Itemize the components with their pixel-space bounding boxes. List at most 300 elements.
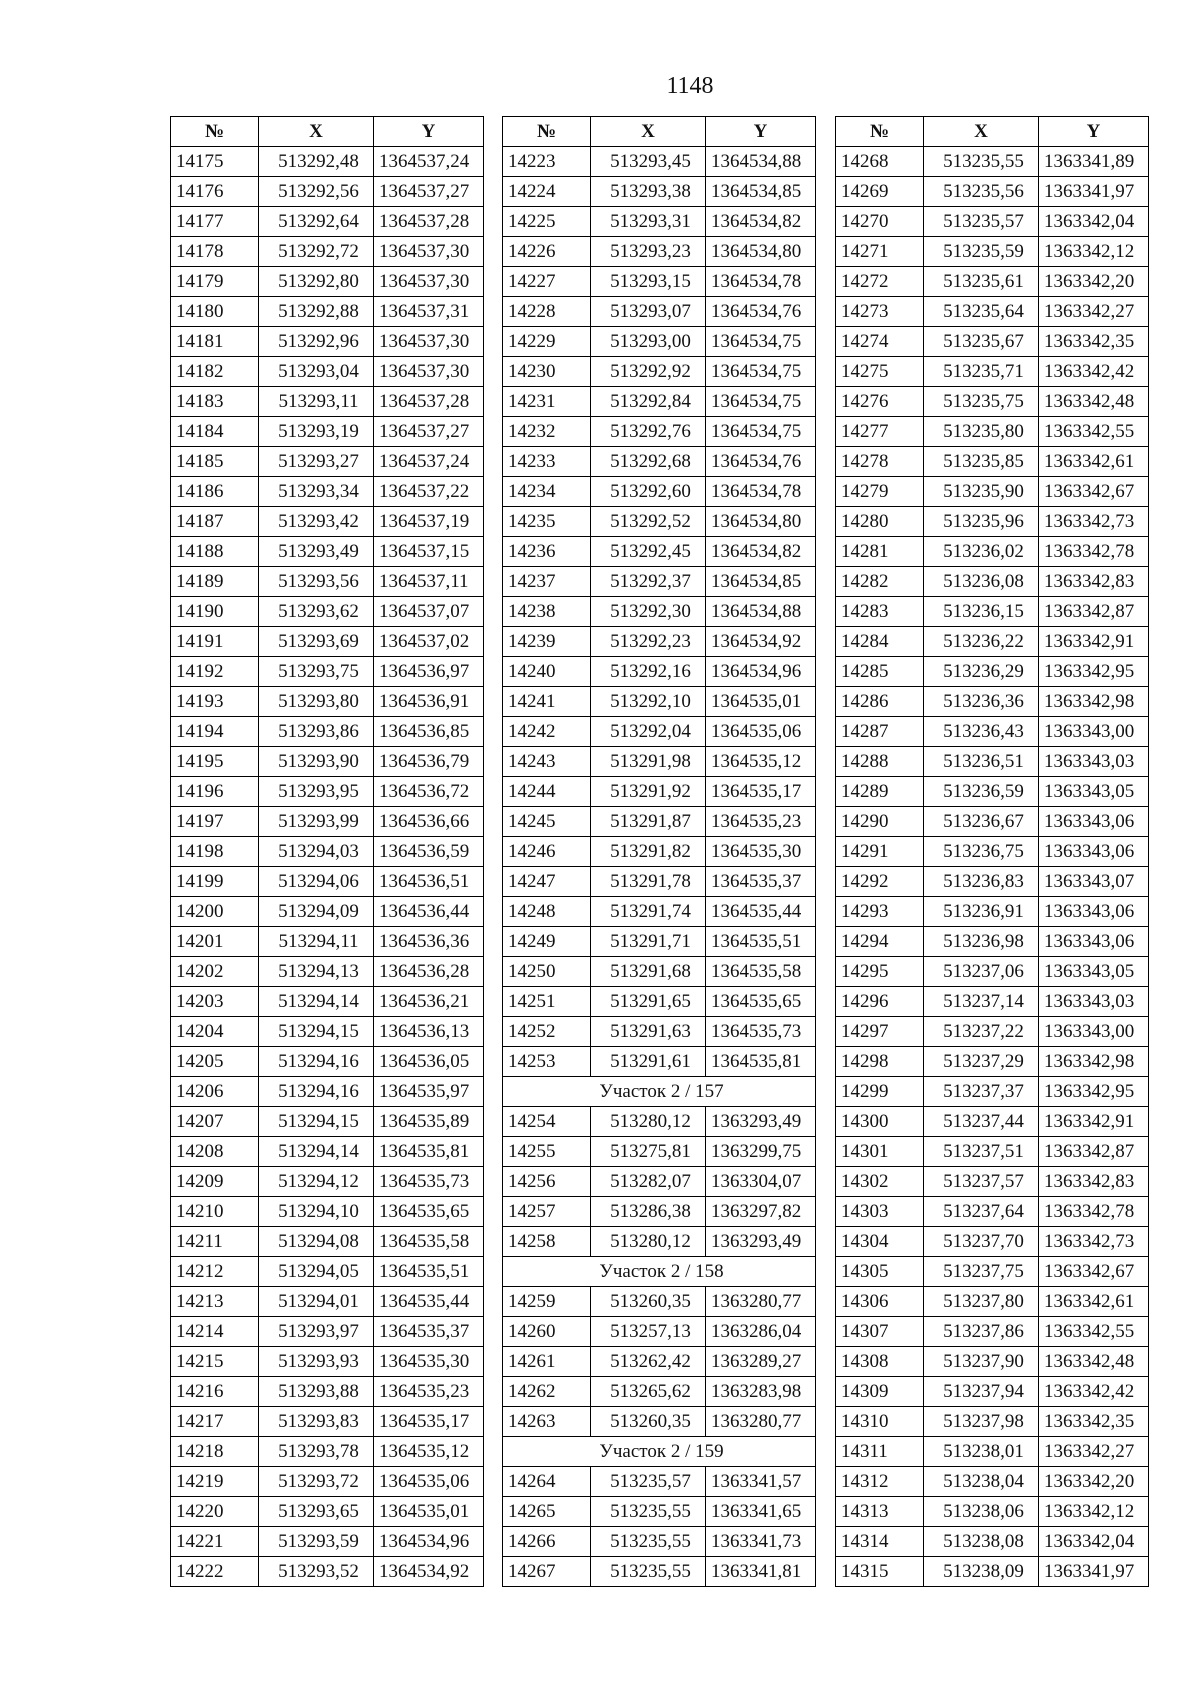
x-coordinate-cell: 513235,59	[924, 237, 1039, 267]
point-number-cell: 14248	[503, 897, 591, 927]
point-number-cell: 14301	[836, 1137, 924, 1167]
point-number-cell: 14208	[171, 1137, 259, 1167]
table-row	[171, 417, 484, 447]
point-number-cell: 14302	[836, 1167, 924, 1197]
y-coordinate-cell: 1364537,28	[374, 387, 484, 417]
y-coordinate-cell: 1363304,07	[706, 1167, 816, 1197]
x-coordinate-cell: 513292,30	[591, 597, 706, 627]
point-number-cell: 14252	[503, 1017, 591, 1047]
point-number-cell: 14220	[171, 1497, 259, 1527]
table-row	[503, 1527, 816, 1557]
table-row	[836, 207, 1149, 237]
x-coordinate-cell: 513235,55	[591, 1557, 706, 1587]
section-label: Участок 2 / 159	[503, 1437, 816, 1467]
y-coordinate-cell: 1363280,77	[706, 1287, 816, 1317]
x-coordinate-cell: 513293,56	[259, 567, 374, 597]
y-coordinate-cell: 1363343,00	[1039, 717, 1149, 747]
table-header-row	[836, 117, 1149, 147]
table-row	[503, 207, 816, 237]
table-row	[503, 477, 816, 507]
table-row	[171, 1437, 484, 1467]
x-coordinate-cell: 513293,65	[259, 1497, 374, 1527]
y-coordinate-cell: 1363342,55	[1039, 1317, 1149, 1347]
x-coordinate-cell: 513293,27	[259, 447, 374, 477]
x-coordinate-cell: 513235,80	[924, 417, 1039, 447]
y-coordinate-cell: 1364534,96	[374, 1527, 484, 1557]
y-coordinate-cell: 1364535,73	[706, 1017, 816, 1047]
table-row	[836, 477, 1149, 507]
x-coordinate-cell: 513235,55	[591, 1527, 706, 1557]
table-row	[836, 1077, 1149, 1107]
x-coordinate-cell: 513293,34	[259, 477, 374, 507]
x-coordinate-cell: 513291,61	[591, 1047, 706, 1077]
point-number-cell: 14258	[503, 1227, 591, 1257]
point-number-cell: 14227	[503, 267, 591, 297]
y-coordinate-cell: 1363342,67	[1039, 477, 1149, 507]
point-number-cell: 14221	[171, 1527, 259, 1557]
x-coordinate-cell: 513294,06	[259, 867, 374, 897]
x-coordinate-cell: 513236,29	[924, 657, 1039, 687]
y-coordinate-cell: 1363342,91	[1039, 627, 1149, 657]
table-row	[171, 537, 484, 567]
y-coordinate-cell: 1364536,21	[374, 987, 484, 1017]
point-number-cell: 14200	[171, 897, 259, 927]
table-row	[503, 1047, 816, 1077]
x-coordinate-cell: 513238,04	[924, 1467, 1039, 1497]
table-row	[836, 1527, 1149, 1557]
x-coordinate-cell: 513291,98	[591, 747, 706, 777]
table-row	[503, 1017, 816, 1047]
x-coordinate-cell: 513294,08	[259, 1227, 374, 1257]
point-number-cell: 14196	[171, 777, 259, 807]
point-number-cell: 14212	[171, 1257, 259, 1287]
table-row	[171, 1167, 484, 1197]
x-coordinate-cell: 513292,37	[591, 567, 706, 597]
table-row	[836, 1317, 1149, 1347]
y-coordinate-cell: 1363286,04	[706, 1317, 816, 1347]
y-coordinate-cell: 1364534,92	[374, 1557, 484, 1587]
table-row	[503, 1197, 816, 1227]
point-number-cell: 14216	[171, 1377, 259, 1407]
x-coordinate-cell: 513292,80	[259, 267, 374, 297]
table-row	[503, 717, 816, 747]
header-y: Y	[706, 117, 816, 147]
table-row	[503, 267, 816, 297]
table-row	[836, 987, 1149, 1017]
x-coordinate-cell: 513294,14	[259, 987, 374, 1017]
y-coordinate-cell: 1364536,36	[374, 927, 484, 957]
y-coordinate-cell: 1364537,07	[374, 597, 484, 627]
table-row	[836, 1347, 1149, 1377]
point-number-cell: 14232	[503, 417, 591, 447]
y-coordinate-cell: 1364534,75	[706, 357, 816, 387]
point-number-cell: 14201	[171, 927, 259, 957]
y-coordinate-cell: 1364535,73	[374, 1167, 484, 1197]
table-row	[171, 297, 484, 327]
table-row	[503, 597, 816, 627]
x-coordinate-cell: 513291,87	[591, 807, 706, 837]
point-number-cell: 14214	[171, 1317, 259, 1347]
x-coordinate-cell: 513293,07	[591, 297, 706, 327]
y-coordinate-cell: 1364534,78	[706, 477, 816, 507]
point-number-cell: 14307	[836, 1317, 924, 1347]
y-coordinate-cell: 1364535,89	[374, 1107, 484, 1137]
x-coordinate-cell: 513262,42	[591, 1347, 706, 1377]
x-coordinate-cell: 513236,08	[924, 567, 1039, 597]
table-row	[503, 177, 816, 207]
point-number-cell: 14268	[836, 147, 924, 177]
point-number-cell: 14193	[171, 687, 259, 717]
x-coordinate-cell: 513293,75	[259, 657, 374, 687]
x-coordinate-cell: 513293,95	[259, 777, 374, 807]
table-row	[836, 1437, 1149, 1467]
table-row	[503, 327, 816, 357]
y-coordinate-cell: 1363341,57	[706, 1467, 816, 1497]
point-number-cell: 14284	[836, 627, 924, 657]
table-row	[171, 207, 484, 237]
y-coordinate-cell: 1364537,02	[374, 627, 484, 657]
table-row	[503, 927, 816, 957]
table-row	[503, 1227, 816, 1257]
y-coordinate-cell: 1363342,12	[1039, 1497, 1149, 1527]
point-number-cell: 14257	[503, 1197, 591, 1227]
table-row	[503, 297, 816, 327]
point-number-cell: 14290	[836, 807, 924, 837]
x-coordinate-cell: 513235,57	[924, 207, 1039, 237]
point-number-cell: 14209	[171, 1167, 259, 1197]
table-row	[171, 387, 484, 417]
y-coordinate-cell: 1363342,27	[1039, 1437, 1149, 1467]
x-coordinate-cell: 513293,72	[259, 1467, 374, 1497]
table-row	[503, 1347, 816, 1377]
y-coordinate-cell: 1364536,85	[374, 717, 484, 747]
point-number-cell: 14219	[171, 1467, 259, 1497]
y-coordinate-cell: 1363343,06	[1039, 897, 1149, 927]
table-row	[836, 747, 1149, 777]
table-row	[836, 957, 1149, 987]
table-row	[171, 1227, 484, 1257]
x-coordinate-cell: 513293,97	[259, 1317, 374, 1347]
table-row	[503, 1407, 816, 1437]
y-coordinate-cell: 1363342,83	[1039, 1167, 1149, 1197]
y-coordinate-cell: 1364534,76	[706, 447, 816, 477]
table-row	[503, 1557, 816, 1587]
table-row	[171, 927, 484, 957]
x-coordinate-cell: 513237,22	[924, 1017, 1039, 1047]
table-row	[171, 717, 484, 747]
point-number-cell: 14181	[171, 327, 259, 357]
y-coordinate-cell: 1363342,20	[1039, 1467, 1149, 1497]
y-coordinate-cell: 1364535,65	[706, 987, 816, 1017]
x-coordinate-cell: 513237,90	[924, 1347, 1039, 1377]
table-row	[171, 1497, 484, 1527]
table-row	[836, 897, 1149, 927]
table-row	[171, 657, 484, 687]
x-coordinate-cell: 513292,52	[591, 507, 706, 537]
point-number-cell: 14308	[836, 1347, 924, 1377]
point-number-cell: 14285	[836, 657, 924, 687]
table-row	[503, 507, 816, 537]
table-row	[503, 957, 816, 987]
y-coordinate-cell: 1364537,22	[374, 477, 484, 507]
y-coordinate-cell: 1363342,55	[1039, 417, 1149, 447]
x-coordinate-cell: 513292,84	[591, 387, 706, 417]
x-coordinate-cell: 513291,74	[591, 897, 706, 927]
x-coordinate-cell: 513260,35	[591, 1287, 706, 1317]
table-row	[503, 1287, 816, 1317]
table-row	[503, 1467, 816, 1497]
header-y: Y	[374, 117, 484, 147]
point-number-cell: 14306	[836, 1287, 924, 1317]
point-number-cell: 14215	[171, 1347, 259, 1377]
point-number-cell: 14269	[836, 177, 924, 207]
x-coordinate-cell: 513237,64	[924, 1197, 1039, 1227]
x-coordinate-cell: 513237,14	[924, 987, 1039, 1017]
y-coordinate-cell: 1364535,58	[706, 957, 816, 987]
table-row	[503, 1317, 816, 1347]
table-row	[171, 627, 484, 657]
x-coordinate-cell: 513292,60	[591, 477, 706, 507]
y-coordinate-cell: 1364537,30	[374, 267, 484, 297]
x-coordinate-cell: 513293,49	[259, 537, 374, 567]
point-number-cell: 14191	[171, 627, 259, 657]
point-number-cell: 14262	[503, 1377, 591, 1407]
x-coordinate-cell: 513236,59	[924, 777, 1039, 807]
y-coordinate-cell: 1363341,89	[1039, 147, 1149, 177]
y-coordinate-cell: 1363283,98	[706, 1377, 816, 1407]
point-number-cell: 14263	[503, 1407, 591, 1437]
table-row	[836, 657, 1149, 687]
x-coordinate-cell: 513235,57	[591, 1467, 706, 1497]
header-number: №	[171, 117, 259, 147]
table-header-row	[503, 117, 816, 147]
point-number-cell: 14250	[503, 957, 591, 987]
x-coordinate-cell: 513293,42	[259, 507, 374, 537]
y-coordinate-cell: 1363343,03	[1039, 987, 1149, 1017]
table-row	[836, 387, 1149, 417]
table-row	[171, 1407, 484, 1437]
x-coordinate-cell: 513292,23	[591, 627, 706, 657]
x-coordinate-cell: 513237,37	[924, 1077, 1039, 1107]
x-coordinate-cell: 513292,96	[259, 327, 374, 357]
y-coordinate-cell: 1364537,15	[374, 537, 484, 567]
x-coordinate-cell: 513238,06	[924, 1497, 1039, 1527]
point-number-cell: 14309	[836, 1377, 924, 1407]
y-coordinate-cell: 1363342,73	[1039, 1227, 1149, 1257]
point-number-cell: 14197	[171, 807, 259, 837]
point-number-cell: 14292	[836, 867, 924, 897]
point-number-cell: 14310	[836, 1407, 924, 1437]
table-row	[836, 867, 1149, 897]
x-coordinate-cell: 513293,11	[259, 387, 374, 417]
y-coordinate-cell: 1364535,97	[374, 1077, 484, 1107]
point-number-cell: 14204	[171, 1017, 259, 1047]
y-coordinate-cell: 1364537,11	[374, 567, 484, 597]
table-row	[503, 447, 816, 477]
y-coordinate-cell: 1363342,61	[1039, 447, 1149, 477]
point-number-cell: 14277	[836, 417, 924, 447]
x-coordinate-cell: 513235,85	[924, 447, 1039, 477]
y-coordinate-cell: 1364537,31	[374, 297, 484, 327]
y-coordinate-cell: 1363342,87	[1039, 1137, 1149, 1167]
x-coordinate-cell: 513293,93	[259, 1347, 374, 1377]
y-coordinate-cell: 1364536,13	[374, 1017, 484, 1047]
y-coordinate-cell: 1363342,35	[1039, 327, 1149, 357]
table-row	[836, 807, 1149, 837]
x-coordinate-cell: 513294,10	[259, 1197, 374, 1227]
table-row	[503, 837, 816, 867]
table-row	[836, 567, 1149, 597]
x-coordinate-cell: 513236,02	[924, 537, 1039, 567]
x-coordinate-cell: 513275,81	[591, 1137, 706, 1167]
point-number-cell: 14203	[171, 987, 259, 1017]
y-coordinate-cell: 1364537,24	[374, 447, 484, 477]
x-coordinate-cell: 513236,15	[924, 597, 1039, 627]
section-row	[503, 1437, 816, 1467]
y-coordinate-cell: 1364536,51	[374, 867, 484, 897]
x-coordinate-cell: 513237,44	[924, 1107, 1039, 1137]
x-coordinate-cell: 513235,96	[924, 507, 1039, 537]
x-coordinate-cell: 513294,09	[259, 897, 374, 927]
table-row	[171, 1527, 484, 1557]
point-number-cell: 14176	[171, 177, 259, 207]
x-coordinate-cell: 513292,56	[259, 177, 374, 207]
y-coordinate-cell: 1364534,88	[706, 597, 816, 627]
coordinates-table-1	[170, 116, 484, 1587]
y-coordinate-cell: 1364536,66	[374, 807, 484, 837]
y-coordinate-cell: 1364537,30	[374, 357, 484, 387]
y-coordinate-cell: 1363342,12	[1039, 237, 1149, 267]
x-coordinate-cell: 513294,01	[259, 1287, 374, 1317]
point-number-cell: 14222	[171, 1557, 259, 1587]
point-number-cell: 14313	[836, 1497, 924, 1527]
table-row	[171, 777, 484, 807]
table-row	[171, 1197, 484, 1227]
table-row	[171, 327, 484, 357]
y-coordinate-cell: 1363343,05	[1039, 777, 1149, 807]
y-coordinate-cell: 1363299,75	[706, 1137, 816, 1167]
point-number-cell: 14278	[836, 447, 924, 477]
point-number-cell: 14315	[836, 1557, 924, 1587]
table-row	[171, 747, 484, 777]
table-row	[171, 1077, 484, 1107]
y-coordinate-cell: 1363343,03	[1039, 747, 1149, 777]
x-coordinate-cell: 513294,05	[259, 1257, 374, 1287]
point-number-cell: 14253	[503, 1047, 591, 1077]
x-coordinate-cell: 513236,83	[924, 867, 1039, 897]
table-row	[503, 747, 816, 777]
point-number-cell: 14272	[836, 267, 924, 297]
x-coordinate-cell: 513237,70	[924, 1227, 1039, 1257]
y-coordinate-cell: 1363342,35	[1039, 1407, 1149, 1437]
x-coordinate-cell: 513293,83	[259, 1407, 374, 1437]
table-row	[836, 357, 1149, 387]
x-coordinate-cell: 513292,92	[591, 357, 706, 387]
point-number-cell: 14251	[503, 987, 591, 1017]
table-row	[503, 1137, 816, 1167]
table-row	[836, 327, 1149, 357]
table-row	[171, 957, 484, 987]
point-number-cell: 14185	[171, 447, 259, 477]
table-row	[836, 1137, 1149, 1167]
point-number-cell: 14291	[836, 837, 924, 867]
y-coordinate-cell: 1364535,12	[374, 1437, 484, 1467]
y-coordinate-cell: 1364537,27	[374, 177, 484, 207]
point-number-cell: 14297	[836, 1017, 924, 1047]
x-coordinate-cell: 513293,88	[259, 1377, 374, 1407]
section-row	[503, 1257, 816, 1287]
x-coordinate-cell: 513237,98	[924, 1407, 1039, 1437]
table-row	[836, 1557, 1149, 1587]
table-row	[171, 147, 484, 177]
x-coordinate-cell: 513292,68	[591, 447, 706, 477]
y-coordinate-cell: 1364536,44	[374, 897, 484, 927]
point-number-cell: 14199	[171, 867, 259, 897]
point-number-cell: 14184	[171, 417, 259, 447]
y-coordinate-cell: 1364535,51	[374, 1257, 484, 1287]
x-coordinate-cell: 513294,11	[259, 927, 374, 957]
table-row	[836, 1017, 1149, 1047]
point-number-cell: 14187	[171, 507, 259, 537]
x-coordinate-cell: 513293,23	[591, 237, 706, 267]
table-row	[836, 1047, 1149, 1077]
x-coordinate-cell: 513293,31	[591, 207, 706, 237]
point-number-cell: 14239	[503, 627, 591, 657]
point-number-cell: 14298	[836, 1047, 924, 1077]
point-number-cell: 14190	[171, 597, 259, 627]
x-coordinate-cell: 513236,91	[924, 897, 1039, 927]
point-number-cell: 14274	[836, 327, 924, 357]
x-coordinate-cell: 513237,86	[924, 1317, 1039, 1347]
table-row	[503, 867, 816, 897]
point-number-cell: 14213	[171, 1287, 259, 1317]
x-coordinate-cell: 513237,80	[924, 1287, 1039, 1317]
x-coordinate-cell: 513280,12	[591, 1107, 706, 1137]
x-coordinate-cell: 513291,92	[591, 777, 706, 807]
header-y: Y	[1039, 117, 1149, 147]
table-row	[836, 687, 1149, 717]
y-coordinate-cell: 1364535,44	[374, 1287, 484, 1317]
point-number-cell: 14287	[836, 717, 924, 747]
y-coordinate-cell: 1364534,76	[706, 297, 816, 327]
y-coordinate-cell: 1363342,04	[1039, 207, 1149, 237]
point-number-cell: 14247	[503, 867, 591, 897]
x-coordinate-cell: 513292,10	[591, 687, 706, 717]
table-row	[503, 417, 816, 447]
point-number-cell: 14237	[503, 567, 591, 597]
table-row	[171, 867, 484, 897]
x-coordinate-cell: 513294,16	[259, 1077, 374, 1107]
point-number-cell: 14311	[836, 1437, 924, 1467]
point-number-cell: 14295	[836, 957, 924, 987]
y-coordinate-cell: 1364535,23	[706, 807, 816, 837]
table-row	[503, 1497, 816, 1527]
y-coordinate-cell: 1364535,51	[706, 927, 816, 957]
y-coordinate-cell: 1363293,49	[706, 1107, 816, 1137]
y-coordinate-cell: 1363297,82	[706, 1197, 816, 1227]
point-number-cell: 14234	[503, 477, 591, 507]
y-coordinate-cell: 1363342,42	[1039, 357, 1149, 387]
table-row	[171, 1137, 484, 1167]
point-number-cell: 14188	[171, 537, 259, 567]
x-coordinate-cell: 513293,62	[259, 597, 374, 627]
point-number-cell: 14267	[503, 1557, 591, 1587]
y-coordinate-cell: 1363343,00	[1039, 1017, 1149, 1047]
y-coordinate-cell: 1364535,65	[374, 1197, 484, 1227]
x-coordinate-cell: 513292,64	[259, 207, 374, 237]
table-row	[836, 537, 1149, 567]
y-coordinate-cell: 1364535,58	[374, 1227, 484, 1257]
